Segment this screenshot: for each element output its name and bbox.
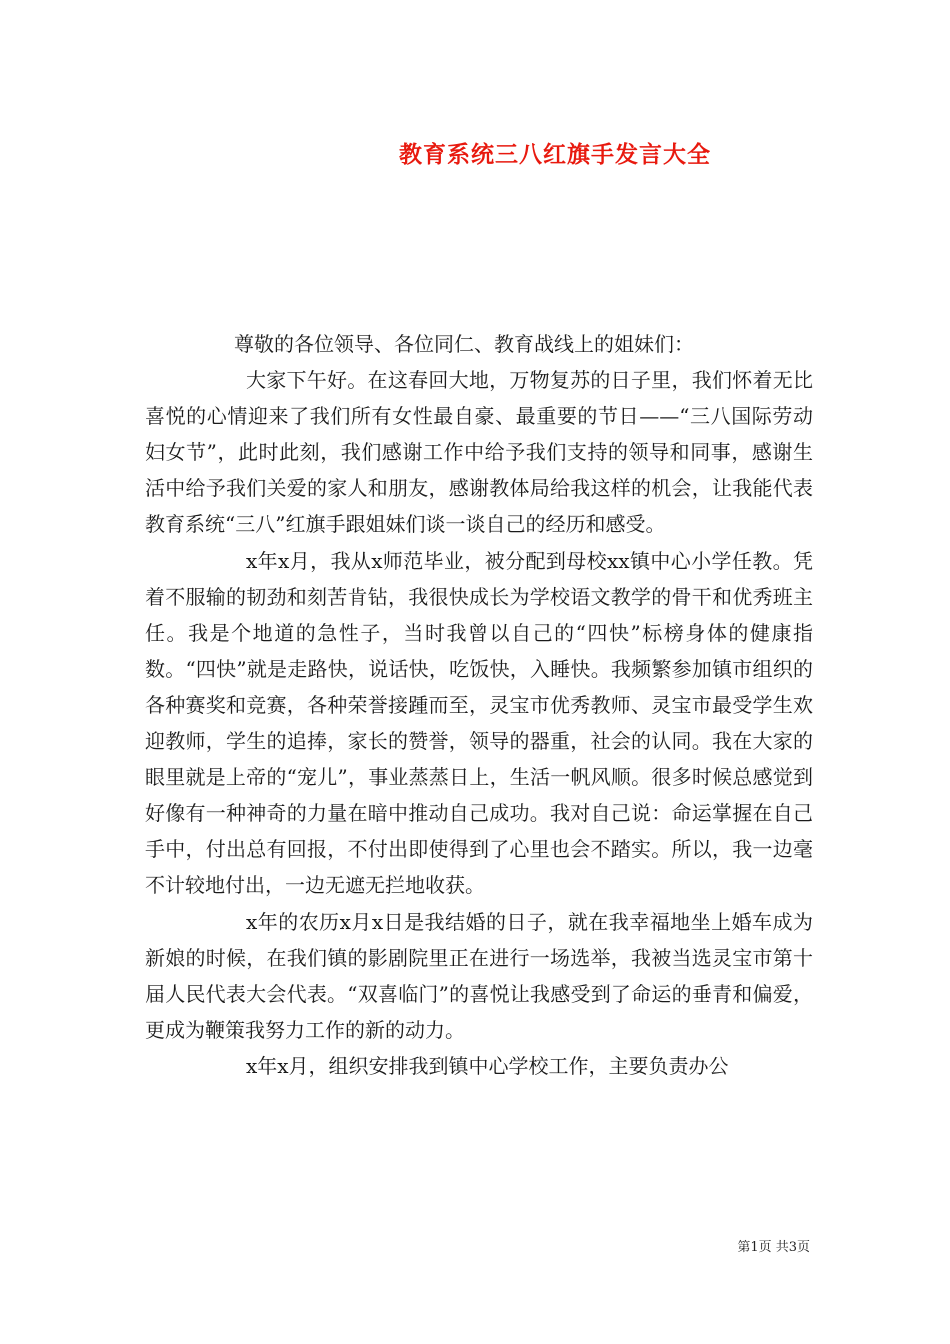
paragraph-4: x年x月，组织安排我到镇中心学校工作，主要负责办公 xyxy=(246,1053,729,1078)
salutation: 尊敬的各位领导、各位同仁、教育战线上的姐妹们： xyxy=(234,332,694,356)
document-title: 教育系统三八红旗手发言大全 xyxy=(399,141,711,168)
document-body xyxy=(145,326,813,1084)
paragraph-2: x年x月，我从x师范毕业，被分配到母校xx镇中心小学任教。凭着不服输的韧劲和刻苦肯钻，我很快成长为学校语文教学的骨干和优秀班主任。我是个地道的急性子，当时我曾以自己的“四快”标榜身体的健康指数。“四快”就是走路快，说话快，吃饭快，入睡快。我频繁参加镇市组织的各种赛奖和竞赛，各种荣誉接踵而至，灵宝市优秀教师、灵宝市最受学生欢迎教师，学生的追捧，家长的赞誉，领导的器重，社会的认同。我在大家的眼里就是上帝的“宠儿”，事业蒸蒸日上，生活一帆风顺。很多时候总感觉到好像有一种神奇的力量在暗中推动自己成功。我对自己说：命运掌握在自己手中，付出总有回报，不付出即使得到了心里也会不踏实。所以，我一边毫不计较地付出，一边无遮无拦地收获。 xyxy=(145,548,813,898)
paragraph-3: x年的农历x月x日是我结婚的日子，就在我幸福地坐上婚车成为新娘的时候，在我们镇的影剧院里正在进行一场选举，我被当选灵宝市第十届人民代表大会代表。“双喜临门”的喜悦让我感受到了命运的垂青和偏爱，更成为鞭策我努力工作的新的动力。 xyxy=(145,909,813,1042)
page-footer: 第1页 共3页 xyxy=(737,1240,810,1255)
paragraph-1: 大家下午好。在这春回大地，万物复苏的日子里，我们怀着无比喜悦的心情迎来了我们所有女性最自豪、最重要的节日——“三八国际劳动妇女节”，此时此刻，我们感谢工作中给予我们支持的领导和同事，感谢生活中给予我们关爱的家人和朋友，感谢教体局给我这样的机会，让我能代表教育系统“三八”红旗手跟姐妹们谈一谈自己的经历和感受。 xyxy=(145,368,813,537)
